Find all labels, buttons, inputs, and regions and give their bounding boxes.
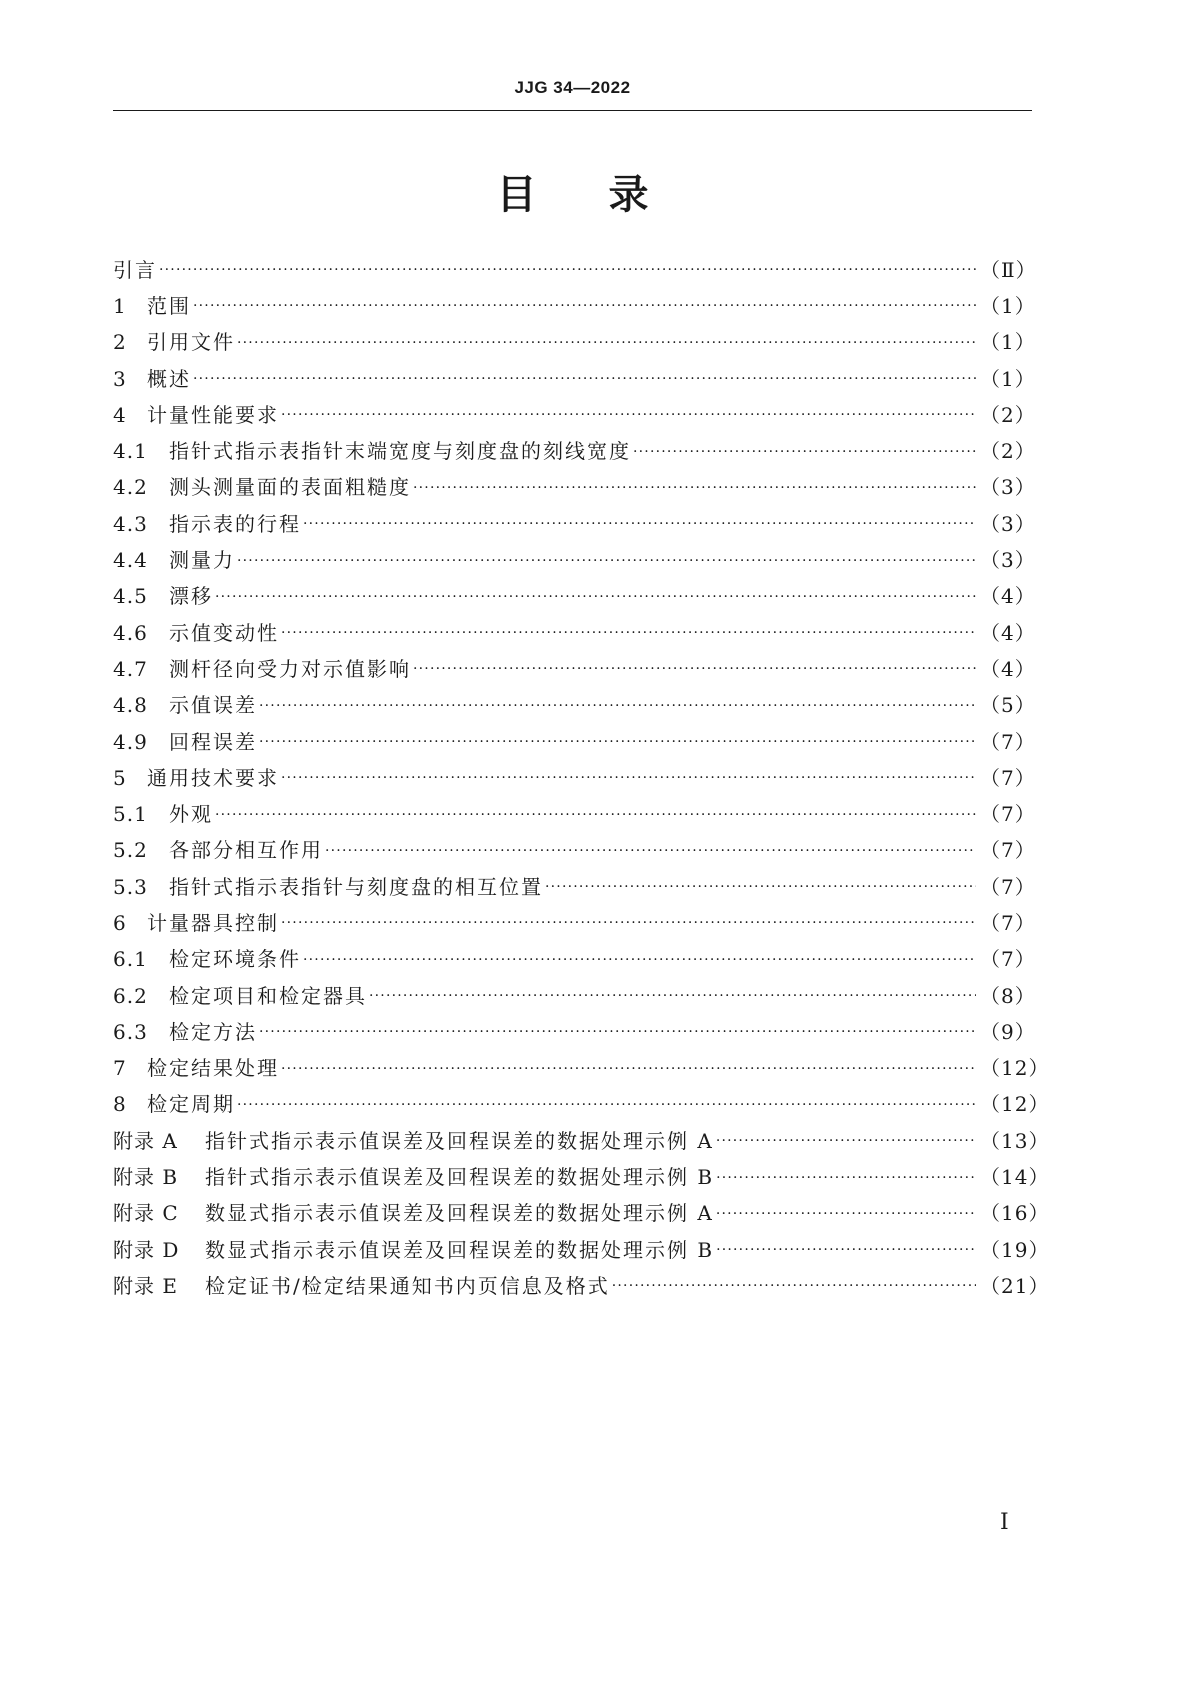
toc-entry-page: （4） <box>980 656 1036 681</box>
toc-entry-page: （9） <box>980 1019 1036 1044</box>
toc-entry[interactable] <box>113 1085 1050 1121</box>
toc-entry-number: 5 <box>113 765 127 790</box>
toc-entry-number: 7 <box>113 1056 127 1081</box>
toc-entry-label: 回程误差 <box>169 729 257 754</box>
toc-entry-page: （12） <box>980 1092 1050 1117</box>
toc-entry-page: （12） <box>980 1056 1050 1081</box>
toc-entry-page: （2） <box>980 439 1036 464</box>
toc-entry-page: （7） <box>980 947 1036 972</box>
toc-entry-number: 附录 D <box>113 1237 180 1262</box>
toc-entry[interactable] <box>113 1230 1050 1266</box>
toc-entry-heading <box>113 1161 714 1190</box>
toc-entry-heading <box>113 653 411 682</box>
document-code-header: JJG 34—2022 <box>514 78 631 97</box>
toc-entry-label: 计量性能要求 <box>147 402 279 427</box>
toc-entry-number: 6.3 <box>113 1019 148 1044</box>
toc-entry[interactable] <box>113 250 1037 286</box>
dot-leader <box>259 699 976 713</box>
toc-entry-page: （3） <box>980 511 1036 536</box>
toc-entry-number: 1 <box>113 293 127 318</box>
dot-leader <box>215 590 976 604</box>
toc-entry-label: 测量力 <box>169 548 235 573</box>
dot-leader <box>325 844 976 858</box>
toc-entry-heading <box>113 580 213 609</box>
toc-entry-label: 引用文件 <box>147 330 235 355</box>
toc-entry-heading <box>113 1125 714 1154</box>
toc-entry-label: 检定环境条件 <box>169 947 301 972</box>
dot-leader <box>369 989 976 1003</box>
toc-entry-heading <box>113 617 279 646</box>
dot-leader <box>413 662 976 676</box>
toc-entry-label: 测杆径向受力对示值影响 <box>169 656 411 681</box>
dot-leader <box>281 408 976 422</box>
toc-entry[interactable] <box>113 758 1036 794</box>
dot-leader <box>193 372 976 386</box>
toc-entry-number: 4.5 <box>113 584 148 609</box>
toc-entry[interactable] <box>113 468 1036 504</box>
toc-entry-label: 指示表的行程 <box>169 511 301 536</box>
dot-leader <box>259 1025 976 1039</box>
toc-entry[interactable] <box>113 722 1036 758</box>
toc-entry-label: 示值变动性 <box>169 620 279 645</box>
toc-entry-number: 4.7 <box>113 656 148 681</box>
toc-entry[interactable] <box>113 903 1036 939</box>
page-title: 目录 <box>496 172 721 218</box>
toc-entry-label: 指针式指示表指针与刻度盘的相互位置 <box>169 874 543 899</box>
toc-entry-label: 漂移 <box>169 584 213 609</box>
toc-entry-heading <box>113 1088 235 1117</box>
toc-entry-heading <box>113 798 213 827</box>
toc-entry[interactable] <box>113 504 1036 540</box>
toc-entry-number: 附录 A <box>113 1128 178 1153</box>
toc-entry-heading <box>113 399 279 428</box>
toc-entry-number: 8 <box>113 1092 127 1117</box>
dot-leader <box>237 554 976 568</box>
toc-entry-label: 检定方法 <box>169 1019 257 1044</box>
toc-entry-heading <box>113 254 157 283</box>
toc-entry-heading <box>113 544 235 573</box>
toc-entry-heading <box>113 1270 610 1299</box>
dot-leader <box>281 1062 976 1076</box>
toc-entry-heading <box>113 471 411 500</box>
dot-leader <box>612 1279 976 1293</box>
toc-entry-label: 示值误差 <box>169 693 257 718</box>
header-divider <box>113 110 1032 111</box>
toc-entry[interactable] <box>113 323 1036 359</box>
toc-entry-label: 检定证书/检定结果通知书内页信息及格式 <box>205 1273 610 1298</box>
toc-entry-page: （21） <box>980 1273 1050 1298</box>
toc-entry-page: （4） <box>980 620 1036 645</box>
dot-leader <box>193 299 976 313</box>
dot-leader <box>545 880 976 894</box>
toc-entry-number: 6.2 <box>113 983 148 1008</box>
toc-entry-page: （7） <box>980 838 1036 863</box>
toc-entry-page: （1） <box>980 366 1036 391</box>
toc-entry-page: （16） <box>980 1201 1050 1226</box>
dot-leader <box>281 771 976 785</box>
toc-entry-heading <box>113 762 279 791</box>
toc-entry-page: （5） <box>980 693 1036 718</box>
dot-leader <box>259 735 976 749</box>
toc-entry-label: 外观 <box>169 802 213 827</box>
toc-entry-heading <box>113 508 301 537</box>
toc-entry-label: 通用技术要求 <box>147 765 279 790</box>
toc-entry-number: 4 <box>113 402 127 427</box>
toc-entry-heading <box>113 435 631 464</box>
toc-entry-label: 指针式指示表示值误差及回程误差的数据处理示例 A <box>205 1128 714 1153</box>
toc-entry[interactable] <box>113 686 1036 722</box>
dot-leader <box>716 1171 976 1185</box>
toc-entry-heading <box>113 326 235 355</box>
toc-entry-label: 概述 <box>147 366 191 391</box>
toc-entry-page: （1） <box>980 293 1036 318</box>
table-of-contents <box>113 250 1050 1303</box>
toc-entry-page: （7） <box>980 729 1036 754</box>
toc-entry-number: 6.1 <box>113 947 148 972</box>
page-number: I <box>1000 1510 1009 1535</box>
toc-entry-label: 各部分相互作用 <box>169 838 323 863</box>
toc-entry[interactable] <box>113 431 1036 467</box>
toc-entry-heading <box>113 943 301 972</box>
toc-entry-page: （4） <box>980 584 1036 609</box>
toc-entry-label: 数显式指示表示值误差及回程误差的数据处理示例 B <box>205 1237 715 1262</box>
toc-entry[interactable] <box>113 940 1036 976</box>
toc-entry-page: （7） <box>980 802 1036 827</box>
toc-entry-number: 5.1 <box>113 802 148 827</box>
toc-entry[interactable] <box>113 1157 1050 1193</box>
toc-entry-heading <box>113 1016 257 1045</box>
toc-entry-heading <box>113 1234 714 1263</box>
toc-entry-page: （3） <box>980 475 1036 500</box>
toc-entry-page: （Ⅱ） <box>980 257 1037 282</box>
toc-entry-label: 引言 <box>113 257 157 282</box>
toc-entry-number: 4.4 <box>113 548 148 573</box>
toc-entry[interactable] <box>113 867 1036 903</box>
dot-leader <box>413 481 976 495</box>
toc-entry[interactable] <box>113 1121 1050 1157</box>
toc-entry-number: 附录 E <box>113 1273 178 1298</box>
toc-entry[interactable] <box>113 359 1036 395</box>
toc-entry[interactable] <box>113 1194 1050 1230</box>
toc-entry-heading <box>113 834 323 863</box>
toc-entry[interactable] <box>113 286 1036 322</box>
dot-leader <box>159 263 976 277</box>
dot-leader <box>716 1243 976 1257</box>
toc-entry-label: 数显式指示表示值误差及回程误差的数据处理示例 A <box>205 1201 714 1226</box>
toc-entry-heading <box>113 1052 279 1081</box>
toc-entry-number: 3 <box>113 366 127 391</box>
toc-entry-label: 检定项目和检定器具 <box>169 983 367 1008</box>
toc-entry[interactable] <box>113 794 1036 830</box>
toc-entry-label: 指针式指示表指针末端宽度与刻度盘的刻线宽度 <box>169 439 631 464</box>
toc-entry[interactable] <box>113 1266 1050 1302</box>
toc-entry-label: 检定结果处理 <box>147 1056 279 1081</box>
toc-entry[interactable] <box>113 395 1036 431</box>
toc-entry[interactable] <box>113 1049 1050 1085</box>
toc-entry-number: 4.8 <box>113 693 148 718</box>
toc-entry-label: 计量器具控制 <box>147 910 279 935</box>
toc-entry[interactable] <box>113 976 1036 1012</box>
toc-entry-heading <box>113 290 191 319</box>
dot-leader <box>215 808 976 822</box>
toc-entry-page: （7） <box>980 765 1036 790</box>
dot-leader <box>281 916 976 930</box>
toc-entry-number: 附录 B <box>113 1165 179 1190</box>
toc-entry-number: 4.2 <box>113 475 148 500</box>
toc-entry-label: 测头测量面的表面粗糙度 <box>169 475 411 500</box>
dot-leader <box>303 517 976 531</box>
toc-entry[interactable] <box>113 649 1036 685</box>
toc-entry-label: 指针式指示表示值误差及回程误差的数据处理示例 B <box>205 1165 715 1190</box>
toc-entry[interactable] <box>113 540 1036 576</box>
dot-leader <box>237 336 976 350</box>
dot-leader <box>633 445 976 459</box>
toc-entry-number: 5.2 <box>113 838 148 863</box>
toc-entry-page: （3） <box>980 548 1036 573</box>
toc-entry-page: （7） <box>980 910 1036 935</box>
toc-entry-heading <box>113 689 257 718</box>
toc-entry-page: （7） <box>980 874 1036 899</box>
dot-leader <box>281 626 976 640</box>
toc-entry-page: （2） <box>980 402 1036 427</box>
toc-entry-number: 4.6 <box>113 620 148 645</box>
toc-entry-page: （1） <box>980 330 1036 355</box>
toc-entry-number: 附录 C <box>113 1201 179 1226</box>
toc-entry-heading <box>113 871 543 900</box>
toc-entry-label: 检定周期 <box>147 1092 235 1117</box>
toc-entry-page: （19） <box>980 1237 1050 1262</box>
dot-leader <box>716 1207 976 1221</box>
toc-entry[interactable] <box>113 613 1036 649</box>
dot-leader <box>716 1134 976 1148</box>
toc-entry-number: 4.3 <box>113 511 148 536</box>
toc-entry-page: （13） <box>980 1128 1050 1153</box>
toc-entry[interactable] <box>113 577 1036 613</box>
toc-entry[interactable] <box>113 1012 1036 1048</box>
toc-entry-heading <box>113 980 367 1009</box>
toc-entry-page: （14） <box>980 1165 1050 1190</box>
toc-entry-number: 2 <box>113 330 127 355</box>
toc-entry-page: （8） <box>980 983 1036 1008</box>
toc-entry-number: 4.1 <box>113 439 148 464</box>
toc-entry-label: 范围 <box>147 293 191 318</box>
toc-entry-heading <box>113 1197 714 1226</box>
toc-entry-heading <box>113 363 191 392</box>
toc-entry-heading <box>113 726 257 755</box>
dot-leader <box>303 953 976 967</box>
toc-entry-number: 4.9 <box>113 729 148 754</box>
toc-entry-heading <box>113 907 279 936</box>
toc-entry[interactable] <box>113 831 1036 867</box>
toc-entry-number: 5.3 <box>113 874 148 899</box>
toc-entry-number: 6 <box>113 910 127 935</box>
dot-leader <box>237 1098 976 1112</box>
